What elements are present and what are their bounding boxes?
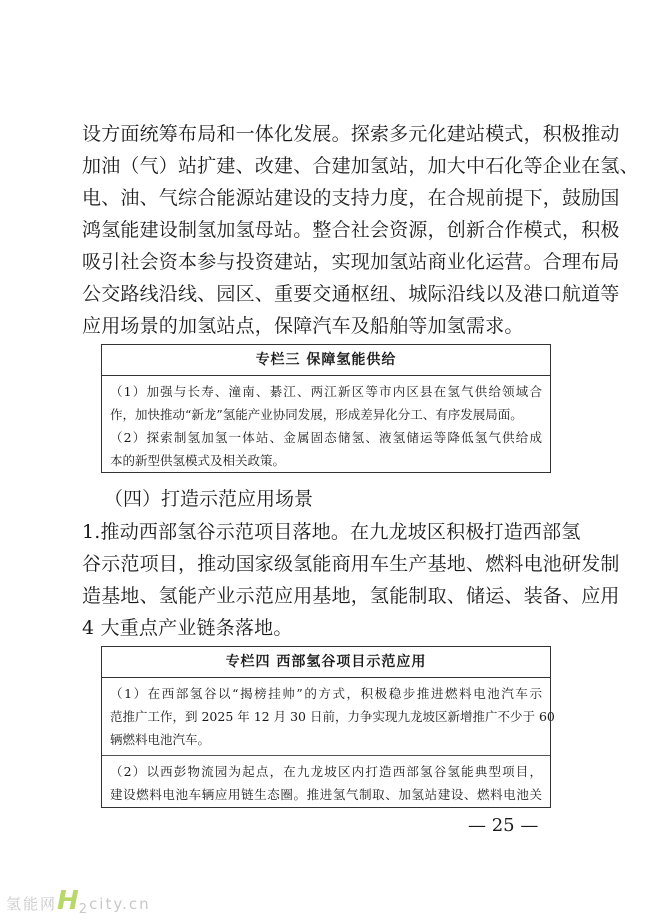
column-box-3 bbox=[101, 344, 551, 473]
box-text-line: （2）以西彭物流园为起点，在九龙坡区内打造西部氢谷氢能典型项目， bbox=[110, 764, 542, 779]
watermark-subscript: 2 bbox=[78, 902, 90, 917]
text-line: 4 大重点产业链条落地。 bbox=[82, 617, 293, 639]
watermark-prefix: 氢能网 bbox=[6, 895, 58, 913]
box-text-line: 本的新型供氢模式及相关政策。 bbox=[110, 453, 286, 468]
box-title: 专栏四 西部氢谷项目示范应用 bbox=[102, 647, 550, 678]
page-number: — 25 — bbox=[468, 815, 539, 836]
box-text-line: 作，加快推动“新龙”氢能产业协同发展，形成差异化分工、有序发展局面。 bbox=[110, 407, 523, 422]
text-line: 谷示范项目，推动国家级氢能商用车生产基地、燃料电池研发制 bbox=[82, 553, 620, 575]
box-text-line: 范推广工作，到 2025 年 12 月 30 日前，力争实现九龙坡区新增推广不少于 60 bbox=[110, 709, 555, 724]
paragraph-west-hydrogen-valley bbox=[82, 516, 620, 644]
text-line: 应用场景的加氢站点，保障汽车及船舶等加氢需求。 bbox=[82, 315, 524, 337]
text-line: 1.推动西部氢谷示范项目落地。在九龙坡区积极打造西部氢 bbox=[82, 521, 581, 543]
text-line: 设方面统筹布局和一体化发展。探索多元化建站模式，积极推动 bbox=[82, 123, 620, 145]
watermark-suffix: city.cn bbox=[89, 895, 151, 913]
text-line: 电、油、气综合能源站建设的支持力度，在合规前提下，鼓励国 bbox=[82, 187, 620, 209]
text-line: 加油（气）站扩建、改建、合建加氢站，加大中石化等企业在氢、 bbox=[82, 155, 639, 177]
text-line: 造基地、氢能产业示范应用基地，氢能制取、储运、装备、应用 bbox=[82, 585, 620, 607]
text-line: 公交路线沿线、园区、重要交通枢纽、城际沿线以及港口航道等 bbox=[82, 283, 620, 305]
box-title: 专栏三 保障氢能供给 bbox=[102, 345, 550, 376]
paragraph-hydrogen-station-layout bbox=[82, 118, 639, 342]
text-line: 鸿氢能建设制氢加氢母站。整合社会资源，创新合作模式，积极 bbox=[82, 219, 620, 241]
box-text-line: （1）在西部氢谷以“揭榜挂帅”的方式，积极稳步推进燃料电池汽车示 bbox=[110, 686, 542, 701]
text-line: 吸引社会资本参与投资建站，实现加氢站商业化运营。合理布局 bbox=[82, 251, 620, 273]
column-box-4 bbox=[101, 646, 555, 808]
site-watermark bbox=[6, 886, 151, 917]
box-text-line: （1）加强与长寿、潼南、綦江、两江新区等市内区县在氢气供给领域合 bbox=[110, 384, 542, 399]
box-divider bbox=[102, 755, 550, 756]
box-text-line: 辆燃料电池汽车。 bbox=[110, 732, 211, 747]
section-heading: （四）打造示范应用场景 bbox=[104, 488, 314, 510]
box-text-line: （2）探索制氢加氢一体站、金属固态储氢、液氢储运等降低氢气供给成 bbox=[110, 430, 542, 445]
watermark-logo: H bbox=[57, 886, 79, 916]
box-text-line: 建设燃料电池车辆应用链生态圈。推进氢气制取、加氢站建设、燃料电池关 bbox=[110, 787, 542, 802]
